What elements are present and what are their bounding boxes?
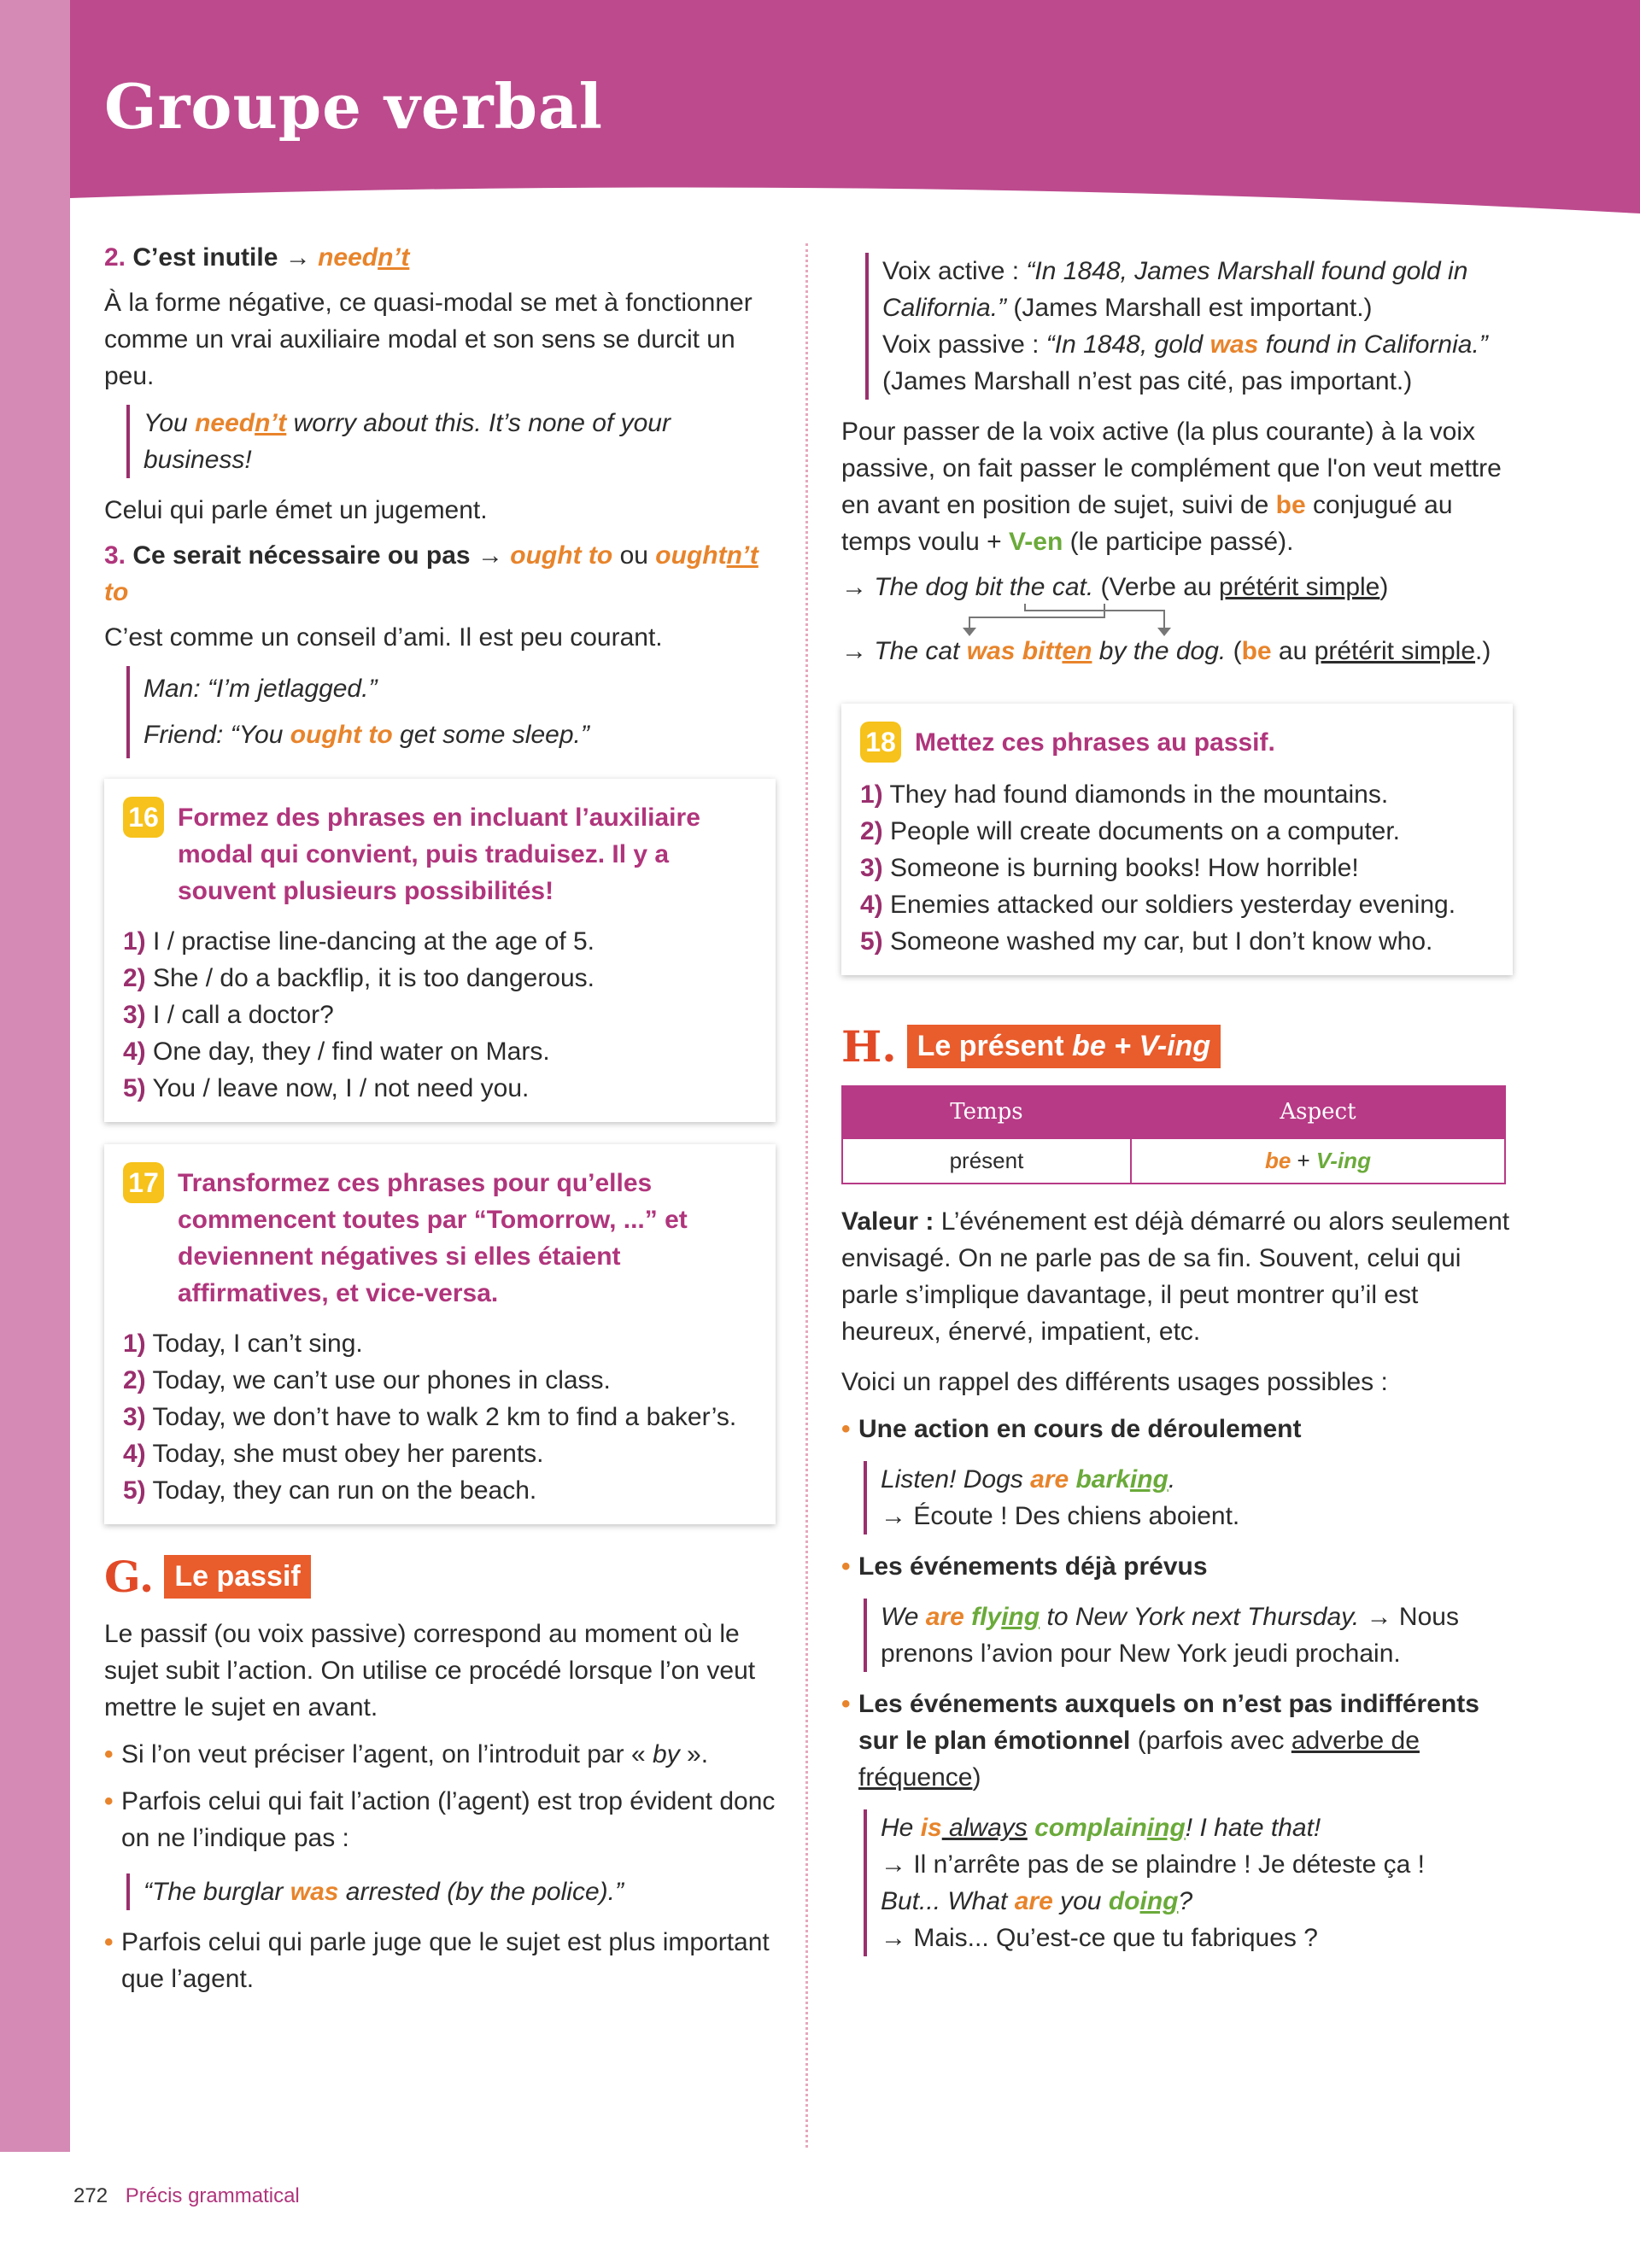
item2-heading: 2. C’est inutile → needn’t: [104, 243, 410, 272]
item2-after: Celui qui parle émet un jugement.: [104, 496, 488, 524]
list-item: 4) Enemies attacked our soldiers yesterday evening.: [860, 891, 1456, 919]
table-header: Temps: [842, 1086, 1131, 1138]
exercise-instruction: Transformez ces phrases pour qu’elles commencent toutes par “Tomorrow, ...” et deviennent négatives si elles étaient affirmatives, et vice-versa.: [178, 1169, 688, 1307]
passive-intro: Le passif (ou voix passive) correspond au moment où le sujet subit l’action. On utilise ce procédé lorsque l’on veut mettre le sujet en avant.: [104, 1620, 756, 1721]
page-footer: [73, 2184, 300, 2208]
list-item: 2) She / do a backflip, it is too dangerous.: [123, 964, 595, 992]
aspect-table: [841, 1085, 1506, 1184]
footer-title: Précis grammatical: [125, 2184, 300, 2207]
list-item: 1) Today, I can’t sing.: [123, 1330, 363, 1358]
left-column: [104, 239, 776, 2008]
usage-3-example: He is always complaining! I hate that! → Il n’arrête pas de se plaindre ! Je déteste ça ! But... What are you doing? → Mais... Qu’est-ce que tu fabriques ?: [864, 1809, 1513, 1956]
list-item: 5) Today, they can run on the beach.: [123, 1476, 537, 1505]
column-divider: [805, 243, 808, 2148]
exercise-number: 18: [860, 722, 901, 763]
list-item: 2) Today, we can’t use our phones in class.: [123, 1366, 611, 1394]
bullet-important-subject: • Parfois celui qui parle juge que le sujet est plus important que l’agent.: [104, 1924, 776, 1997]
exercise-list: [123, 923, 757, 1107]
list-item: 3) Someone is burning books! How horrible!: [860, 854, 1359, 882]
page-title: Groupe verbal: [104, 70, 603, 143]
section-g-heading: [104, 1552, 776, 1602]
exercise-number: 16: [123, 797, 164, 838]
usage-2-example: We are flying to New York next Thursday. → Nous prenons l’avion pour New York jeudi prochain.: [864, 1599, 1513, 1672]
list-item: 5) Someone washed my car, but I don’t know who.: [860, 927, 1433, 956]
passive-explanation: Pour passer de la voix active (la plus courante) à la voix passive, on fait passer le complément que l'on veut mettre en avant en position de sujet, suivi de be conjugué au temps voulu + V-en (le participe passé).: [841, 418, 1502, 556]
exercise-18: [841, 704, 1513, 975]
usages-intro: Voici un rappel des différents usages possibles :: [841, 1368, 1388, 1396]
bullet-agent: • Si l’on veut préciser l’agent, on l’introduit par « by ».: [104, 1736, 776, 1773]
page-number: 272: [73, 2184, 108, 2207]
section-letter: G.: [104, 1552, 155, 1602]
exercise-number: 17: [123, 1162, 164, 1203]
bullet-obvious-agent: • Parfois celui qui fait l’action (l’agent) est trop évident donc on ne l’indique pas :: [104, 1783, 776, 1856]
list-item: 3) Today, we don’t have to walk 2 km to find a baker’s.: [123, 1403, 737, 1431]
usage-2-title: • Les événements déjà prévus: [841, 1548, 1513, 1585]
usage-3-title: • Les événements auxquels on n’est pas indifférents sur le plan émotionnel (parfois avec adverbe de fréquence): [841, 1686, 1513, 1796]
passive-example: → The cat was bitten by the dog. (be au prétérit simple.): [841, 637, 1491, 665]
list-item: 1) I / practise line-dancing at the age of 5.: [123, 927, 595, 956]
list-item: 4) Today, she must obey her parents.: [123, 1440, 544, 1468]
section-title: Le passif: [164, 1555, 310, 1599]
item3-heading: 3. Ce serait nécessaire ou pas → ought to ou oughtn’t to: [104, 541, 758, 606]
item2-quote: You needn’t worry about this. It’s none of your business!: [126, 405, 776, 478]
table-header: Aspect: [1131, 1086, 1505, 1138]
active-example: → The dog bit the cat. (Verbe au prétérit simple): [841, 573, 1389, 601]
item3-text: C’est comme un conseil d’ami. Il est peu courant.: [104, 623, 663, 652]
section-title: Le présent be + V-ing: [907, 1025, 1221, 1068]
usage-1-example: Listen! Dogs are barking. → Écoute ! Des chiens aboient.: [864, 1461, 1513, 1534]
exercise-17: [104, 1144, 776, 1524]
exercise-instruction: Mettez ces phrases au passif.: [915, 728, 1275, 757]
side-band: [0, 0, 70, 2152]
list-item: 5) You / leave now, I / not need you.: [123, 1074, 530, 1102]
right-column: [841, 253, 1513, 1970]
voices-quote: Voix active : “In 1848, James Marshall found gold in California.” (James Marshall est important.) Voix passive : “In 1848, gold was found in California.” (James Marshall n’est pas cité, pas important.): [865, 253, 1513, 400]
list-item: 1) They had found diamonds in the mountains.: [860, 780, 1389, 809]
usage-1-title: • Une action en cours de déroulement: [841, 1411, 1513, 1447]
valeur-paragraph: Valeur : L’événement est déjà démarré ou alors seulement envisagé. On ne parle pas de sa fin. Souvent, celui qui parle s’implique davantage, il peut montrer qu’il est heureux, énervé, impatient, etc.: [841, 1207, 1510, 1346]
section-h-heading: [841, 1021, 1513, 1072]
list-item: 3) I / call a doctor?: [123, 1001, 334, 1029]
exercise-list: [123, 1325, 757, 1509]
burglar-quote: “The burglar was arrested (by the police).”: [126, 1873, 776, 1910]
exercise-16: [104, 779, 776, 1122]
table-row: présent be + V-ing: [842, 1138, 1505, 1184]
item2-text: À la forme négative, ce quasi-modal se met à fonctionner comme un vrai auxiliaire modal et son sens se durcit un peu.: [104, 289, 753, 390]
list-item: 4) One day, they / find water on Mars.: [123, 1038, 550, 1066]
list-item: 2) People will create documents on a computer.: [860, 817, 1401, 845]
section-letter: H.: [841, 1021, 897, 1072]
item3-quote: Man: “I’m jetlagged.” Friend: “You ought to get some sleep.”: [126, 666, 776, 758]
exercise-instruction: Formez des phrases en incluant l’auxiliaire modal qui convient, puis traduisez. Il y a souvent plusieurs possibilités!: [178, 804, 700, 905]
exercise-list: [860, 776, 1494, 960]
